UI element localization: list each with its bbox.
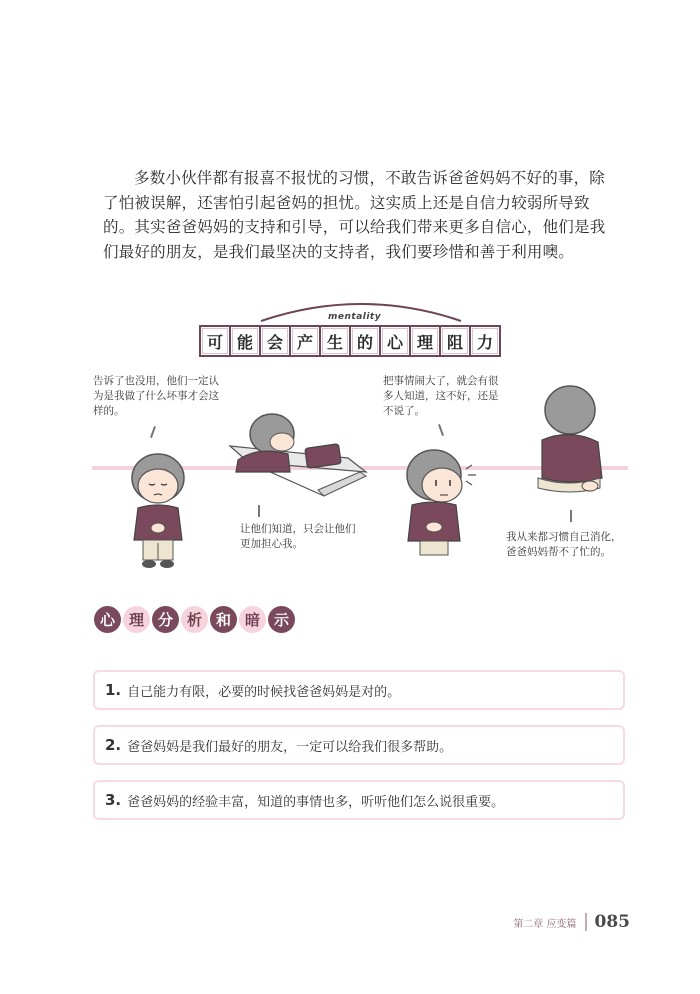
bubble-pointer <box>438 424 444 436</box>
chapter-label: 第二章 应变篇 <box>513 918 577 930</box>
analysis-char: 理 <box>123 606 150 633</box>
item-number: 3. <box>105 791 122 809</box>
child-back-turned-figure <box>530 382 605 497</box>
title-chars <box>202 328 498 354</box>
page-footer <box>513 912 630 932</box>
bubble-pointer <box>570 510 572 522</box>
item-text: 爸爸妈妈的经验丰富，知道的事情也多，听听他们怎么说很重要。 <box>127 794 505 810</box>
analysis-char: 示 <box>268 606 295 633</box>
title-char: 生 <box>322 328 348 354</box>
child-worried-figure <box>394 445 484 560</box>
title-label: mentality <box>328 312 382 322</box>
item-text: 爸爸妈妈是我们最好的朋友，一定可以给我们很多帮助。 <box>127 739 453 755</box>
speech-bubble-3: 把事情闹大了，就会有很多人知道，这不好，还是不说了。 <box>383 375 499 417</box>
item-number: 1. <box>105 681 122 699</box>
page-number: 085 <box>594 912 630 932</box>
title-char: 心 <box>382 328 408 354</box>
analysis-char: 析 <box>181 606 208 633</box>
bubble-pointer <box>258 505 260 517</box>
title-char: 理 <box>412 328 438 354</box>
speech-bubble-2: 让他们知道，只会让他们更加担心我。 <box>240 523 356 550</box>
title-char: 能 <box>232 328 258 354</box>
analysis-item-1 <box>93 670 625 710</box>
title-char: 会 <box>262 328 288 354</box>
analysis-item-3 <box>93 780 625 820</box>
analysis-heading <box>94 606 295 633</box>
bubble-pointer <box>150 426 156 438</box>
item-number: 2. <box>105 736 122 754</box>
title-char: 可 <box>202 328 228 354</box>
title-char: 阻 <box>442 328 468 354</box>
child-on-desk-figure <box>228 410 368 502</box>
title-char: 产 <box>292 328 318 354</box>
intro-paragraph: 多数小伙伴都有报喜不报忧的习惯，不敢告诉爸爸妈妈不好的事，除了怕被误解，还害怕引起爸妈的担忧。这实质上还是自信力较弱所导致的。其实爸爸妈妈的支持和引导，可以给我们带来更多自信心，他们是我们最好的朋友，是我们最坚决的支持者，我们要珍惜和善于利用噢。 <box>103 169 606 261</box>
item-text: 自己能力有限，必要的时候找爸爸妈妈是对的。 <box>127 684 401 700</box>
analysis-char: 分 <box>152 606 179 633</box>
speech-bubble-4: 我从来都习惯自己消化，爸爸妈妈帮不了忙的。 <box>506 531 622 558</box>
analysis-char: 和 <box>210 606 237 633</box>
analysis-char: 暗 <box>239 606 266 633</box>
child-standing-figure <box>118 448 198 573</box>
speech-bubble-1: 告诉了也没用，他们一定认为是我做了什么坏事才会这样的。 <box>93 375 219 417</box>
analysis-item-2 <box>93 725 625 765</box>
footer-separator <box>585 913 587 931</box>
analysis-char: 心 <box>94 606 121 633</box>
title-char: 力 <box>472 328 498 354</box>
title-char: 的 <box>352 328 378 354</box>
